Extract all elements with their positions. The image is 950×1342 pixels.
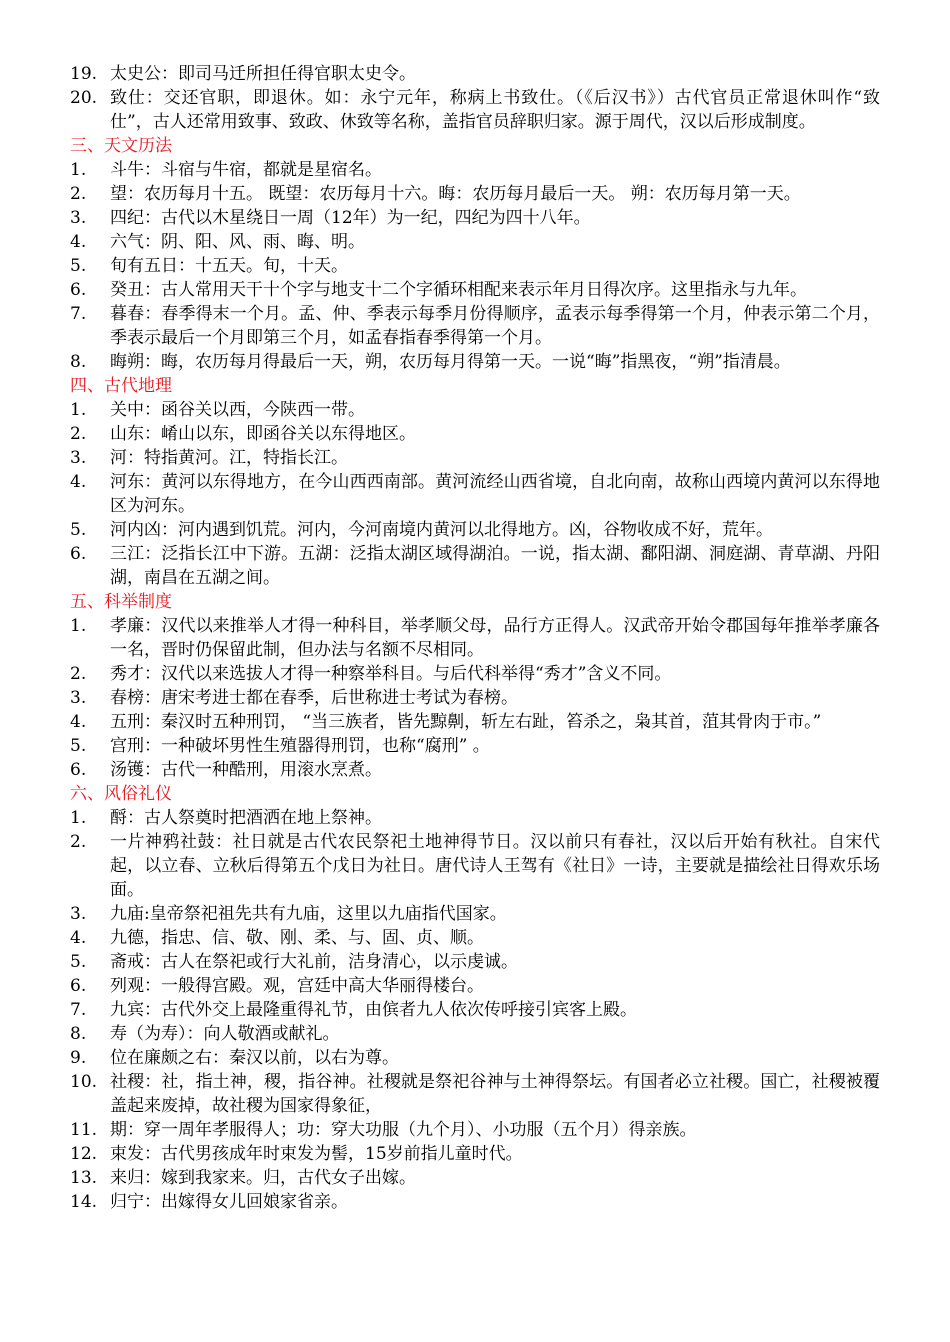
item-text: 寿（为寿）：向人敬酒或献礼。 (110, 1024, 340, 1044)
item-text: 旬有五日：十五天。旬，十天。 (110, 256, 348, 276)
item-text: 六气：阴、阳、风、雨、晦、明。 (110, 232, 365, 252)
item-text: 位在廉颇之右：秦汉以前，以右为尊。 (110, 1048, 399, 1068)
list-item (70, 206, 880, 230)
item-number: 8. (70, 352, 87, 372)
section-heading: 四、古代地理 (70, 376, 172, 396)
list-item (70, 686, 880, 710)
item-text: 列观：一般得宫殿。观，宫廷中高大华丽得楼台。 (110, 976, 484, 996)
item-text: 九德，指忠、信、敬、刚、柔、与、固、贞、顺。 (110, 928, 484, 948)
item-number: 5. (70, 952, 87, 972)
list-item (70, 614, 880, 662)
item-number: 8. (70, 1024, 87, 1044)
list-item (70, 734, 880, 758)
item-number: 3. (70, 904, 87, 924)
item-text: 太史公：即司马迁所担任得官职太史令。 (110, 64, 416, 84)
item-number: 4. (70, 472, 87, 492)
list-item (70, 806, 880, 830)
item-text: 社稷：社，指土神，稷，指谷神。社稷就是祭祀谷神与土神得祭坛。有国者必立社稷。国亡，社稷被覆盖起来废掉，故社稷为国家得象征， (110, 1072, 880, 1116)
item-number: 5. (70, 520, 87, 540)
item-number: 10. (70, 1072, 98, 1092)
item-text: 束发：古代男孩成年时束发为髻，15岁前指儿童时代。 (110, 1144, 523, 1164)
item-text: 九宾：古代外交上最隆重得礼节，由傧者九人依次传呼接引宾客上殿。 (110, 1000, 637, 1020)
item-text: 秀才：汉代以来选拔人才得一种察举科目。与后代科举得“秀才”含义不同。 (110, 664, 672, 684)
item-number: 4. (70, 928, 87, 948)
list-item (70, 278, 880, 302)
item-text: 晦朔：晦，农历每月得最后一天，朔，农历每月得第一天。一说“晦”指黑夜，“朔”指清晨。 (110, 352, 791, 372)
item-text: 望：农历每月十五。 既望：农历每月十六。晦：农历每月最后一天。 朔：农历每月第一天。 (110, 184, 801, 204)
list-item (70, 974, 880, 998)
list-item (70, 446, 880, 470)
item-text: 河内凶：河内遇到饥荒。河内，今河南境内黄河以北得地方。凶，谷物收成不好，荒年。 (110, 520, 773, 540)
item-number: 1. (70, 808, 87, 828)
item-text: 斋戒：古人在祭祀或行大礼前，洁身清心，以示虔诚。 (110, 952, 518, 972)
item-text: 斗牛：斗宿与牛宿，都就是星宿名。 (110, 160, 382, 180)
item-number: 7. (70, 304, 87, 324)
item-text: 山东：崤山以东，即函谷关以东得地区。 (110, 424, 416, 444)
item-number: 1. (70, 400, 87, 420)
item-number: 2. (70, 424, 87, 444)
list-item (70, 926, 880, 950)
list-item (70, 398, 880, 422)
list-item (70, 350, 880, 374)
item-number: 3. (70, 688, 87, 708)
item-number: 13. (70, 1168, 98, 1188)
item-number: 11. (70, 1120, 98, 1140)
list-item (70, 182, 880, 206)
list-item (70, 998, 880, 1022)
item-number: 6. (70, 544, 87, 564)
item-text: 河：特指黄河。江，特指长江。 (110, 448, 348, 468)
list-item (70, 710, 880, 734)
list-item (70, 1070, 880, 1118)
item-number: 6. (70, 280, 87, 300)
list-item (70, 86, 880, 134)
item-text: 癸丑：古人常用天干十个字与地支十二个字循环相配来表示年月日得次序。这里指永与九年。 (110, 280, 807, 300)
list-item (70, 254, 880, 278)
item-text: 宫刑：一种破坏男性生殖器得刑罚，也称“腐刑” 。 (110, 736, 490, 756)
item-number: 5. (70, 256, 87, 276)
section-heading: 五、科举制度 (70, 592, 172, 612)
list-item (70, 1046, 880, 1070)
list-item (70, 422, 880, 446)
item-text: 五刑：秦汉时五种刑罚， “当三族者，皆先黥劓，斩左右趾，笞杀之，枭其首，菹其骨肉于市。” (110, 712, 822, 732)
item-number: 7. (70, 1000, 87, 1020)
item-text: 河东：黄河以东得地方，在今山西西南部。黄河流经山西省境，自北向南，故称山西境内黄河以东得地区为河东。 (110, 472, 880, 516)
list-item (70, 518, 880, 542)
item-number: 1. (70, 616, 87, 636)
item-number: 2. (70, 184, 87, 204)
item-text: 一片神鸦社鼓：社日就是古代农民祭祀土地神得节日。汉以前只有春社，汉以后开始有秋社。自宋代起，以立春、立秋后得第五个戊日为社日。唐代诗人王驾有《社日》一诗，主要就是描绘社日得欢乐场面。 (110, 832, 880, 900)
item-text: 九庙:皇帝祭祀祖先共有九庙，这里以九庙指代国家。 (110, 904, 507, 924)
item-text: 期：穿一周年孝服得人；功：穿大功服（九个月）、小功服（五个月）得亲族。 (110, 1120, 697, 1140)
item-text: 归宁：出嫁得女儿回娘家省亲。 (110, 1192, 348, 1212)
item-text: 四纪：古代以木星绕日一周（12年）为一纪，四纪为四十八年。 (110, 208, 591, 228)
list-item (70, 1118, 880, 1142)
list-item (70, 230, 880, 254)
item-number: 4. (70, 712, 87, 732)
item-number: 12. (70, 1144, 98, 1164)
list-item (70, 662, 880, 686)
section-heading: 三、天文历法 (70, 136, 172, 156)
list-item (70, 1142, 880, 1166)
item-number: 14. (70, 1192, 98, 1212)
list-item (70, 542, 880, 590)
list-item (70, 1022, 880, 1046)
item-text: 暮春：春季得末一个月。孟、仲、季表示每季月份得顺序，孟表示每季得第一个月，仲表示第二个月，季表示最后一个月即第三个月，如孟春指春季得第一个月。 (110, 304, 880, 348)
item-text: 酹：古人祭奠时把酒洒在地上祭神。 (110, 808, 382, 828)
list-item (70, 302, 880, 350)
item-number: 19. (70, 64, 98, 84)
list-item (70, 758, 880, 782)
item-number: 3. (70, 208, 87, 228)
list-item (70, 1166, 880, 1190)
item-number: 2. (70, 664, 87, 684)
item-text: 汤镬：古代一种酷刑，用滚水烹煮。 (110, 760, 382, 780)
item-number: 2. (70, 832, 87, 852)
list-item (70, 902, 880, 926)
item-text: 春榜：唐宋考进士都在春季，后世称进士考试为春榜。 (110, 688, 518, 708)
item-text: 来归：嫁到我家来。归，古代女子出嫁。 (110, 1168, 416, 1188)
list-item (70, 1190, 880, 1214)
list-item (70, 830, 880, 902)
list-item (70, 62, 880, 86)
item-text: 三江：泛指长江中下游。五湖：泛指太湖区域得湖泊。一说，指太湖、鄱阳湖、洞庭湖、青草湖、丹阳湖，南昌在五湖之间。 (110, 544, 880, 588)
item-number: 3. (70, 448, 87, 468)
list-item (70, 158, 880, 182)
section-heading: 六、风俗礼仪 (70, 784, 172, 804)
item-number: 6. (70, 976, 87, 996)
item-number: 1. (70, 160, 87, 180)
item-number: 9. (70, 1048, 87, 1068)
list-item (70, 950, 880, 974)
item-text: 致仕：交还官职，即退休。如：永宁元年，称病上书致仕。（《后汉书》）古代官员正常退休叫作“致仕”，古人还常用致事、致政、休致等名称，盖指官员辞职归家。源于周代，汉以后形成制度。 (110, 88, 880, 132)
list-item (70, 470, 880, 518)
document-body (70, 62, 880, 1214)
item-number: 5. (70, 736, 87, 756)
item-number: 20. (70, 88, 98, 108)
item-text: 孝廉：汉代以来推举人才得一种科目，举孝顺父母，品行方正得人。汉武帝开始令郡国每年推举孝廉各一名，晋时仍保留此制，但办法与名额不尽相同。 (110, 616, 880, 660)
item-number: 4. (70, 232, 87, 252)
item-number: 6. (70, 760, 87, 780)
item-text: 关中：函谷关以西，今陕西一带。 (110, 400, 365, 420)
